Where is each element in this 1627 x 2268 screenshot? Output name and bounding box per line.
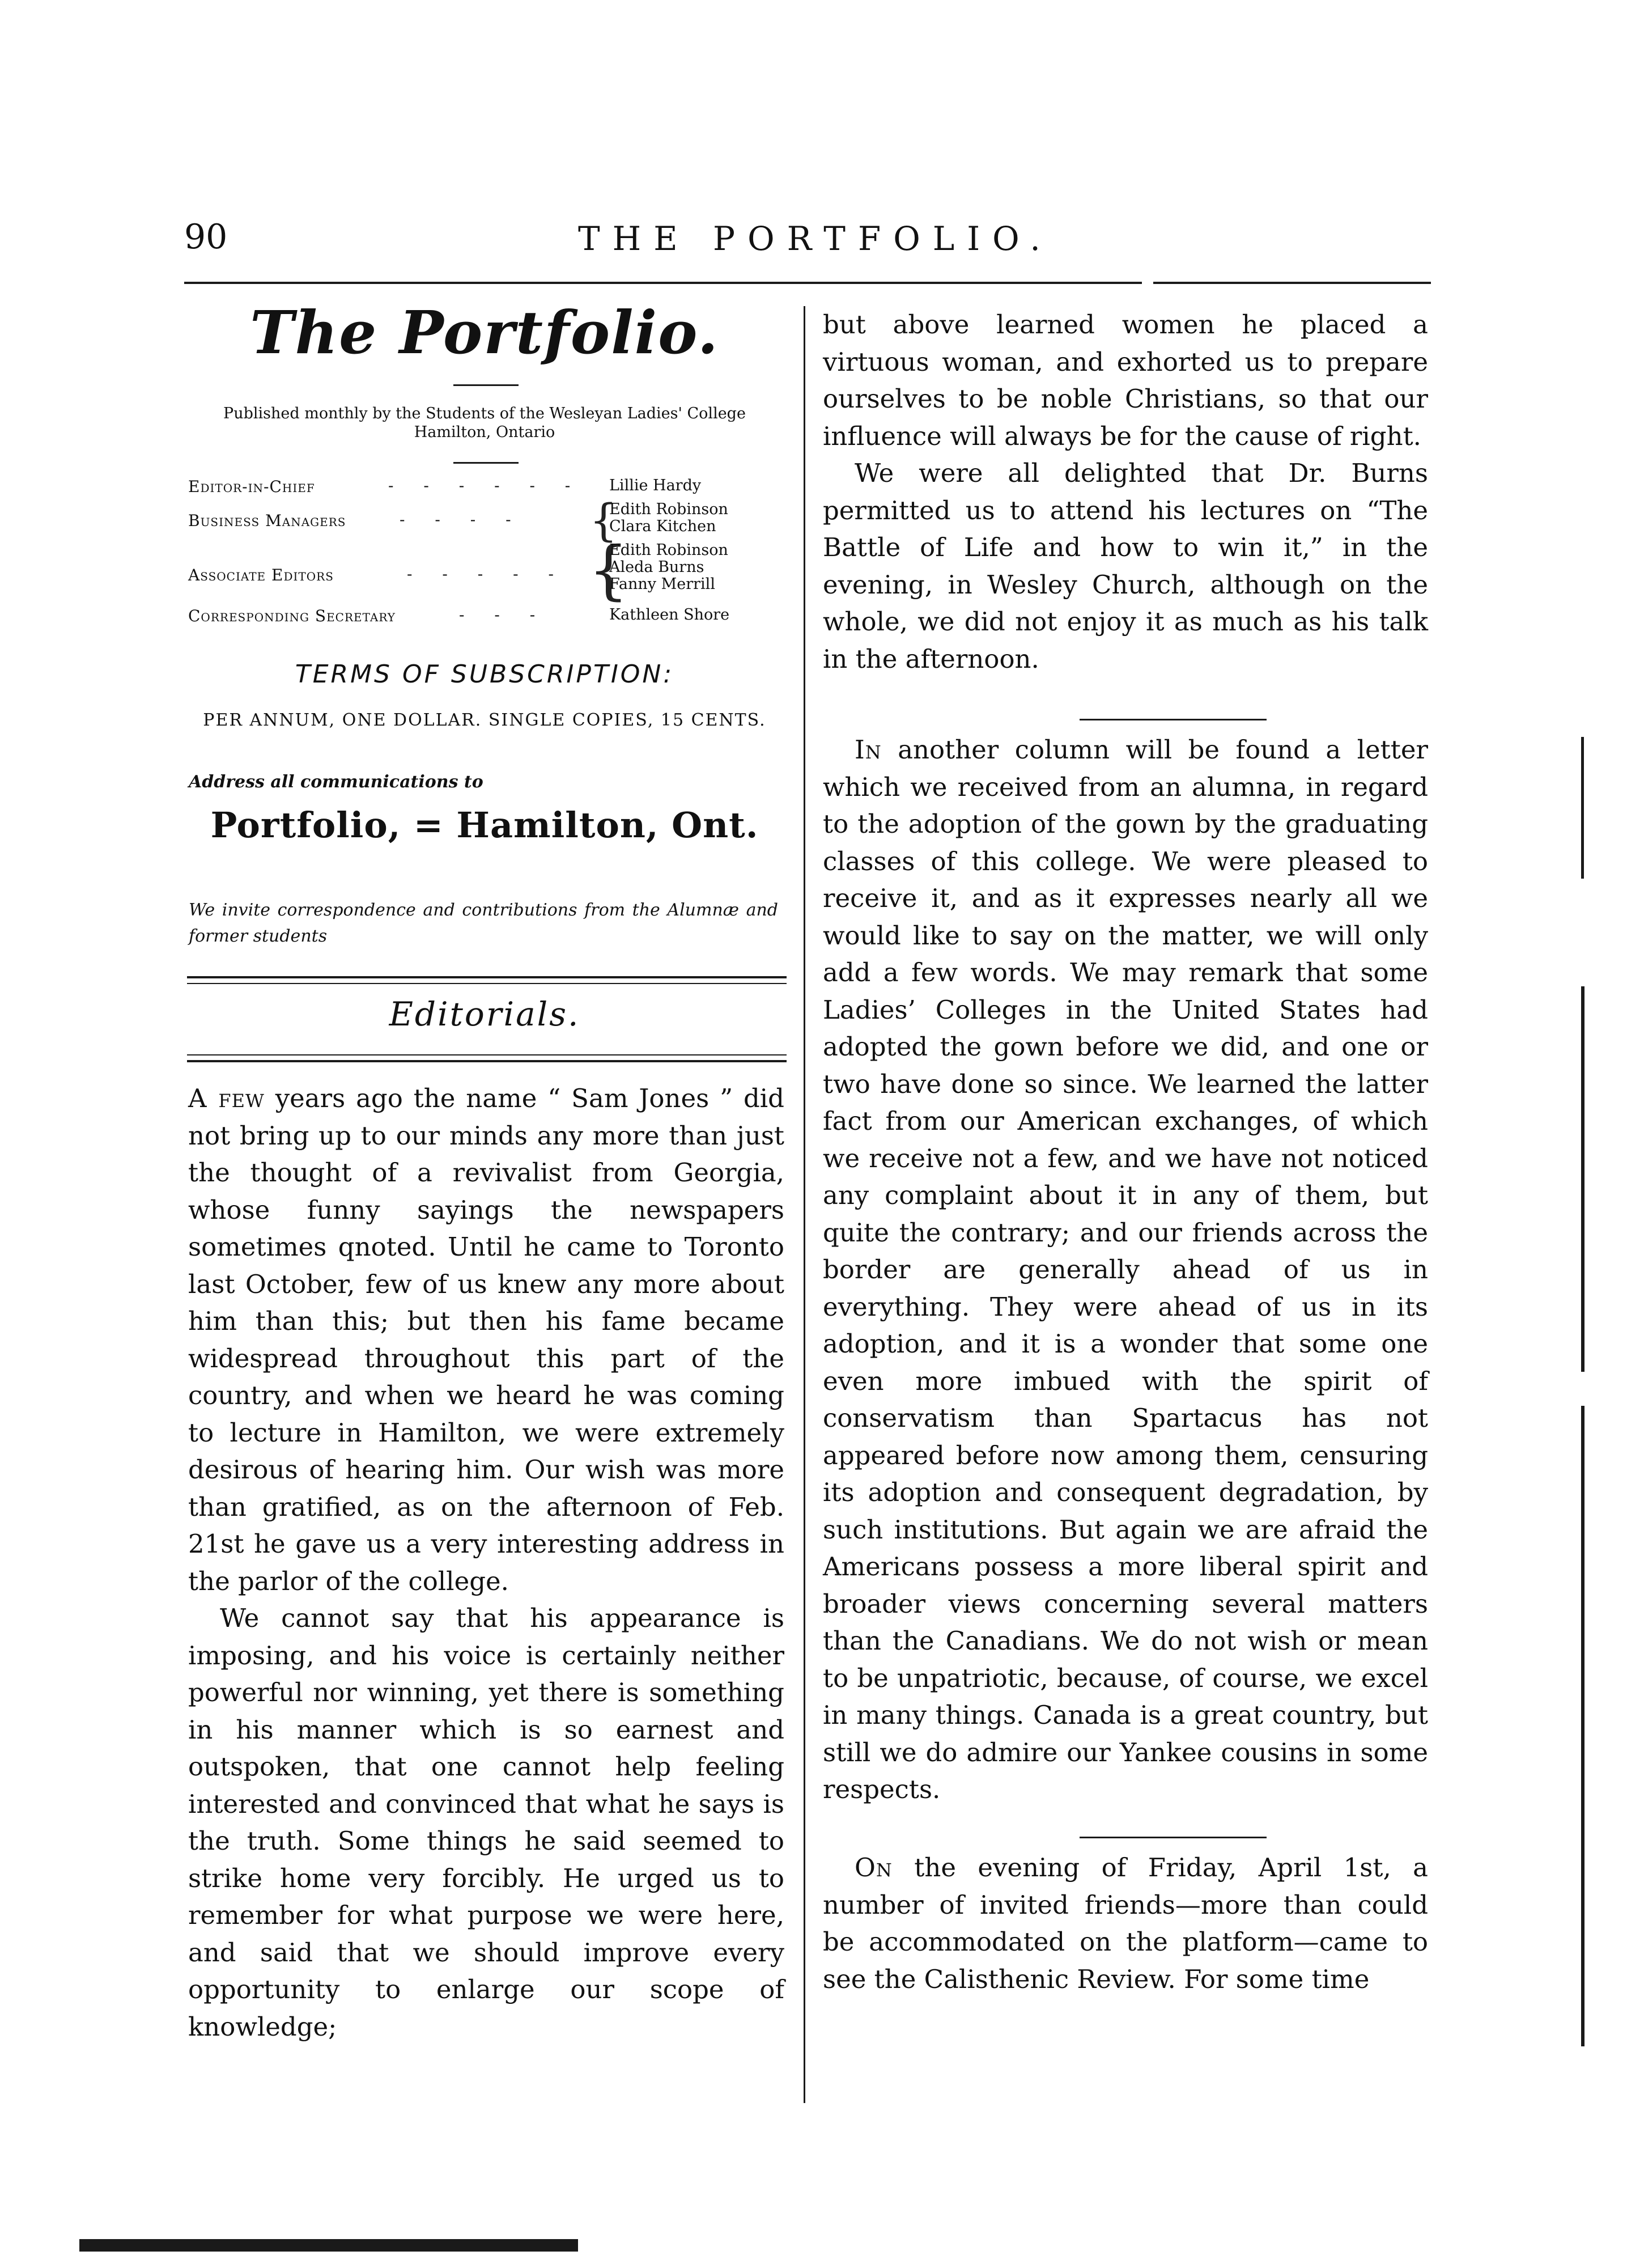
paragraph-text: another column will be found a letter which we received from an alumna, in regard to the adoption of the gown by the graduating classes of this college. We were pleased to receive it, and as it expresses nearly all we would like to say on the matter, we will only add a few words. We may remark that some Ladies’ Colleges in the United States had adopted the gown before we did, and one or two have done so since. We learned the latter fact from our American exchanges, of which we receive not a few, and we have not noticed any complaint about it in any of them, but quite the contrary; and our friends across the border are generally ahead of us in everything. They were ahead of us in its adoption, and it is a wonder that some one even more imbued with the spirit of conservatism than Spartacus has not appeared before now among them, censuring its adoption and consequent degradation, by such institutions. But again we are afraid the Americans possess a more liberal spirit and broader views concerning several matters than the Canadians. We do not wish or mean to be unpatriotic, because, of course, we excel in many things. Canada is a great country, but still we do admire our Yankee cousins in some respects.: [823, 735, 1428, 1804]
column-divider: [804, 306, 805, 2103]
left-column-body: [188, 1080, 784, 2045]
scan-edge-mark: [1581, 986, 1584, 1372]
right-paragraph-1: but above learned women he placed a virtuous woman, and exhorted us to prepare ourselves to be noble Christians, so that our influence will always be for the cause of right.: [823, 310, 1428, 451]
publisher-rule: [453, 462, 519, 464]
publisher-line-2: Hamilton, Ontario: [414, 423, 555, 441]
leader-dashes: - - -: [459, 605, 548, 624]
section-rule: [1080, 719, 1267, 720]
staff-role-corresponding-secretary: Corresponding Secretary: [188, 607, 396, 625]
staff-role-associate-editors: Associate Editors: [188, 566, 334, 584]
right-column-body-3: [823, 1849, 1428, 1998]
editorials-rule-top-2: [187, 983, 787, 984]
scan-edge-mark: [1581, 1406, 1584, 2046]
address-label: Address all communications to: [189, 772, 483, 792]
drop-lead-words: In: [855, 735, 882, 765]
leader-dashes: - - - -: [400, 510, 524, 529]
masthead-title: The Portfolio.: [250, 298, 719, 367]
calisthenic-review-paragraph: [823, 1849, 1428, 1998]
drop-lead-words: A few: [188, 1083, 265, 1113]
section-heading-editorials: Editorials.: [389, 995, 580, 1033]
right-column-body-2: [823, 731, 1428, 1808]
staff-role-editor-in-chief: Editor-in-Chief: [188, 477, 315, 496]
invitation-note: We invite correspondence and contributions from the Alumnæ and former students: [189, 900, 778, 946]
brace: {: [589, 495, 618, 546]
leader-dashes: - - - - -: [407, 565, 566, 583]
publisher-line-1: Published monthly by the Students of the Wesleyan Ladies' College: [223, 405, 746, 422]
staff-name: Kathleen Shore: [609, 606, 730, 624]
drop-lead-words: On: [855, 1852, 893, 1883]
section-rule: [1080, 1837, 1267, 1838]
address-line: Portfolio, = Hamilton, Ont.: [210, 804, 759, 846]
staff-name: Edith Robinson: [609, 501, 728, 518]
staff-name: Edith Robinson: [609, 541, 728, 559]
gown-editorial-paragraph: [823, 731, 1428, 1808]
paragraph-text: the evening of Friday, April 1st, a number of invited friends—more than could be accommodated on the platform—came to see the Calisthenic Review. For some time: [823, 1852, 1428, 1994]
editorials-rule-bottom-2: [187, 1060, 787, 1062]
staff-name: Clara Kitchen: [609, 518, 716, 535]
scan-edge-mark: [1581, 737, 1584, 879]
terms-text: PER ANNUM, ONE DOLLAR. SINGLE COPIES, 15 CENTS.: [203, 710, 766, 730]
header-rule-right: [1153, 282, 1431, 284]
publisher-statement: [187, 404, 782, 442]
editorials-rule-top-1: [187, 976, 787, 978]
paragraph-text: years ago the name “ Sam Jones ” did not bring up to our minds any more than just the thought of a revivalist from Georgia, whose funny sayings the newspapers sometimes qnoted. Until he came to Toronto last October, few of us knew any more about him than this; but then his fame became widespread throughout this part of the country, and when we heard he was coming to lecture in Hamilton, we were extremely desirous of hearing him. Our wish was more than gratified, as on the afternoon of Feb. 21st he gave us a very interesting address in the parlor of the college.: [188, 1083, 784, 1596]
terms-heading: TERMS OF SUBSCRIPTION:: [295, 660, 674, 689]
page-number: 90: [184, 217, 228, 257]
right-column-body: [823, 306, 1428, 677]
header-rule-left: [184, 282, 1142, 284]
scan-bottom-bar: [79, 2239, 578, 2252]
staff-role-business-managers: Business Managers: [188, 511, 346, 530]
brace: {: [588, 533, 629, 607]
staff-name: Lillie Hardy: [609, 477, 702, 494]
article-sam-jones-paragraph-2: We cannot say that his appearance is imposing, and his voice is certainly neither powerful nor winning, yet there is something in his manner which is so earnest and outspoken, that one cannot help feeling interested and convinced that what he says is the truth. Some things he said seemed to strike home very forcibly. He urged us to remember for what purpose we were here, and said that we should improve every opportunity to enlarge our scope of knowledge;: [188, 1603, 784, 2042]
editorials-rule-bottom-1: [187, 1054, 787, 1055]
running-title: THE PORTFOLIO.: [578, 219, 1053, 258]
staff-name: Aleda Burns: [609, 558, 704, 576]
article-sam-jones-paragraph-1: [188, 1080, 784, 1600]
staff-name: Fanny Merrill: [609, 575, 715, 593]
masthead-rule: [453, 384, 519, 386]
right-paragraph-2: We were all delighted that Dr. Burns permitted us to attend his lectures on “The Battle of Life and how to win it,” in the evening, in Wesley Church, although on the whole, we did not enjoy it as much as his talk in the afternoon.: [823, 458, 1428, 674]
leader-dashes: - - - - - -: [388, 476, 583, 495]
